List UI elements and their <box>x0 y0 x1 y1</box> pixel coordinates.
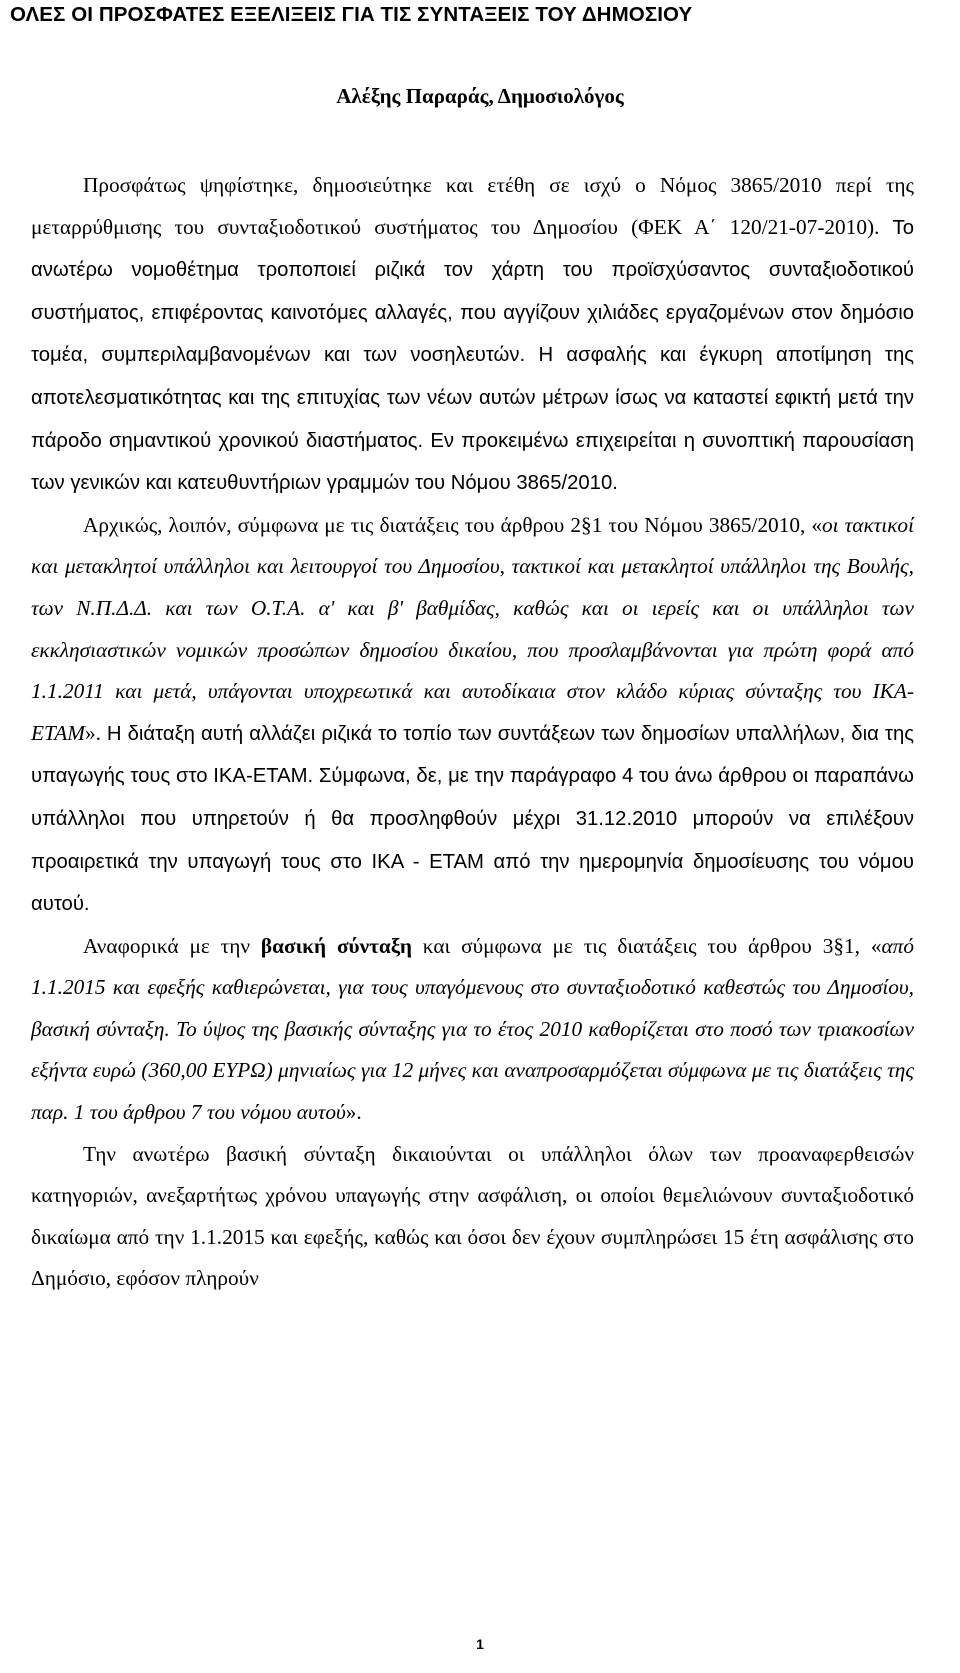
paragraph-article-2-quote: οι τακτικοί και μετακλητοί υπάλληλοι και λειτουργοί του Δημοσίου, τακτικοί και μετακλητοί υπάλληλοι της Βουλής, των Ν.Π.Δ.Δ. και των Ο.Τ.Α. α' και β' βαθμίδας, καθώς και οι ιερείς και οι υπάλληλοι των εκκλησιαστικών νομικών προσώπων δημοσίου δικαίου, που προσλαμβάνονται για πρώτη φορά από 1.1.2011 και μετά, υπάγονται υποχρεωτικά και αυτοδίκαια στον κλάδο κύριας σύνταξης του ΙΚΑ-ΕΤΑΜ <box>31 512 914 745</box>
paragraph-article-2 <box>31 505 914 926</box>
paragraph-basic-pension-quote-close: ». <box>345 1100 362 1125</box>
paragraph-article-2-quote-close: ». <box>85 720 107 745</box>
paragraph-article-2-commentary: Η διάταξη αυτή αλλάζει ριζικά το τοπίο των συντάξεων των δημοσίων υπαλλήλων, δια της υπαγωγής τους στο ΙΚΑ-ΕΤΑΜ. Σύμφωνα, δε, με την παράγραφο 4 του άνω άρθρου οι παραπάνω υπάλληλοι που υπηρετούν ή θα προσληφθούν μέχρι 31.12.2010 μπορούν να επιλέξουν προαιρετικά την υπαγωγή τους στο ΙΚΑ - ΕΤΑΜ από την ημερομηνία δημοσίευσης του νόμου αυτού. <box>31 722 914 916</box>
paragraph-basic-pension <box>31 926 914 1134</box>
author-line: Αλέξης Παραράς, Δημοσιολόγος <box>336 84 624 108</box>
paragraph-basic-pension-bold-term: βασική σύνταξη <box>260 933 412 958</box>
page-number: 1 <box>476 1636 484 1652</box>
paragraph-intro-sentence-1: Προσφάτως ψηφίστηκε, δημοσιεύτηκε και ετέθη σε ισχύ ο Νόμος 3865/2010 περί της μεταρρύθμισης του συνταξιοδοτικού συστήματος του Δημοσίου (ΦΕΚ Α΄ 120/21-07-2010). <box>31 173 914 239</box>
paragraph-intro-sentence-2: Το ανωτέρω νομοθέτημα τροποποιεί ριζικά τον χάρτη του προϊσχύσαντος συνταξιοδοτικού συστήματος, επιφέροντας καινοτόμες αλλαγές, που αγγίζουν χιλιάδες εργαζομένων στον δημόσιο τομέα, συμπεριλαμβανομένων και των νοσηλευτών. <box>31 216 914 367</box>
document-title: ΟΛΕΣ ΟΙ ΠΡΟΣΦΑΤΕΣ ΕΞΕΛΙΞΕΙΣ ΓΙΑ ΤΙΣ ΣΥΝΤΑΞΕΙΣ ΤΟΥ ΔΗΜΟΣΙΟΥ <box>10 3 693 26</box>
paragraph-intro-sentence-3: Η ασφαλής και έγκυρη αποτίμηση της αποτελεσματικότητας και της επιτυχίας των νέων αυτών μέτρων ίσως να καταστεί εφικτή μετά την πάροδο σημαντικού χρονικού διαστήματος. <box>31 344 914 452</box>
paragraph-eligibility <box>31 1134 914 1300</box>
paragraph-eligibility-text: Την ανωτέρω βασική σύνταξη δικαιούνται οι υπάλληλοι όλων των προαναφερθεισών κατηγοριών, ανεξαρτήτως χρόνου υπαγωγής στην ασφάλιση, οι οποίοι θεμελιώνουν συνταξιοδοτικό δικαίωμα από την 1.1.2015 και εφεξής, καθώς και όσοι δεν έχουν συμπληρώσει 15 έτη ασφάλισης στο Δημόσιο, εφόσον πληρούν <box>31 1141 914 1291</box>
paragraph-basic-pension-quote: από 1.1.2015 και εφεξής καθιερώνεται, για τους υπαγόμενους στο συνταξιοδοτικό καθεστώς του Δημοσίου, βασική σύνταξη. Το ύψος της βασικής σύνταξης για το έτος 2010 καθορίζεται στο ποσό των τριακοσίων εξήντα ευρώ (360,00 ΕΥΡΩ) μηνιαίως για 12 μήνες και αναπροσαρμόζεται σύμφωνα με τις διατάξεις της παρ. 1 του άρθρου 7 του νόμου αυτού <box>31 933 914 1125</box>
paragraph-basic-pension-mid: και σύμφωνα με τις διατάξεις του άρθρου 3§1, « <box>411 933 882 958</box>
paragraph-basic-pension-lead: Αναφορικά με την <box>83 933 261 958</box>
document-body <box>31 165 914 1300</box>
paragraph-intro <box>31 165 914 505</box>
paragraph-article-2-lead: Αρχικώς, λοιπόν, σύμφωνα με τις διατάξεις του άρθρου 2§1 του Νόμου 3865/2010, « <box>83 512 823 537</box>
paragraph-intro-sentence-4: Εν προκειμένω επιχειρείται η συνοπτική παρουσίαση των γενικών και κατευθυντήριων γραμμών του Νόμου 3865/2010. <box>31 429 914 495</box>
